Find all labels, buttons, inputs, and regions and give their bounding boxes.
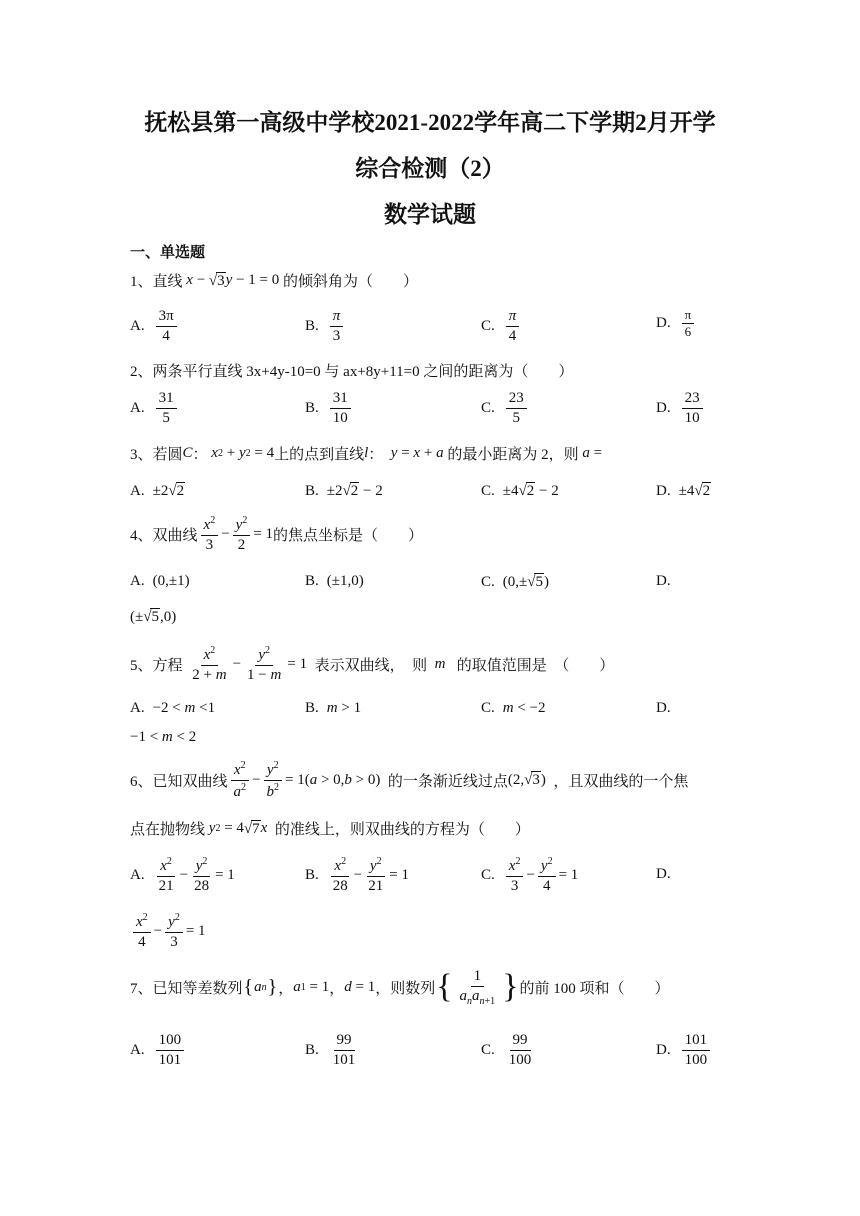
q5-option-d-label: D. [656, 700, 671, 716]
q5-option-b: B. m > 1 [305, 700, 362, 716]
q4-option-a: A. (0,±1) [130, 573, 190, 589]
q1-option-c: C. $\frac{\pi}{4}$ [481, 308, 522, 344]
question-3: 3、若圆 C ： x 2 + y 2 = 4 上的点到直线 l ： y = x + a 的最小距离为 2，则 a = [130, 445, 603, 463]
q2-option-a: A. $\frac{31}{5}$ [130, 390, 180, 426]
q6-option-b: B. $\frac{x^2}{28}$ − $\frac{y^2}{21}$ = 1 [305, 856, 409, 894]
q5-option-d: −1 < m < 2 [130, 729, 197, 745]
q5-option-c: C. m < −2 [481, 700, 546, 716]
q5-option-a: A. −2 < m <1 [130, 700, 216, 716]
q4-option-c: C. (0,± √ 5 ) [481, 573, 549, 590]
q7-option-d: D. $\frac{101}{100}$ [656, 1032, 713, 1068]
question-5: 5、方程 $\frac{x^2}{2 + m}$ − $\frac{y^2}{1 - m}$ = 1 表示双曲线， 则 m 的取值范围是 （ ） [130, 645, 615, 683]
q3-option-c: C. ±4 √ 2 − 2 [481, 482, 559, 499]
section-heading: 一、单选题 [130, 245, 206, 261]
question-2: 2、两条平行直线 3x+4y-10=0 与 ax+8y+11=0 之间的距离为（ ） [130, 364, 574, 380]
q1-option-b: B. $\frac{\pi}{3}$ [305, 308, 346, 344]
q6-option-d-label: D. [656, 866, 671, 882]
question-7: 7、已知等差数列 { a n } ， a 1 = 1 ， d = 1 ，则数列 { $\frac{1}{a_na_{n+1}}$ } 的前 100 项和（ ） [130, 968, 670, 1007]
q3-option-d: D. ±4 √ 2 [656, 482, 711, 499]
title-line-3: 数学试题 [384, 202, 476, 227]
q1-option-d: D. $\frac{\pi}{6}$ [656, 308, 697, 340]
question-4: 4、双曲线 $\frac{x^2}{3}$ − $\frac{y^2}{2}$ = 1 的焦点坐标是（ ） [130, 515, 424, 553]
q4-option-b: B. (±1,0) [305, 573, 364, 589]
q2-option-b: B. $\frac{31}{10}$ [305, 390, 354, 426]
q4-option-d-label: D. [656, 573, 671, 589]
q6-option-c: C. $\frac{x^2}{3}$ − $\frac{y^2}{4}$ = 1 [481, 856, 579, 894]
question-1: 1、 直线 x − √ 3 y − 1 = 0 的倾斜角为（ ） [130, 272, 419, 290]
title-line-1: 抚松县第一高级中学校2021-2022学年高二下学期2月开学 [144, 110, 716, 135]
q2-option-c: C. $\frac{23}{5}$ [481, 390, 530, 426]
q7-option-a: A. $\frac{100}{101}$ [130, 1032, 187, 1068]
q4-option-d: (± √ 5 ,0) [130, 608, 177, 625]
q3-option-a: A. ±2 √ 2 [130, 482, 185, 499]
q2-option-d: D. $\frac{23}{10}$ [656, 390, 706, 426]
question-6-line-2: 点在抛物线 y 2 = 4 √ 7 x 的准线上，则双曲线的方程为（ ） [130, 820, 530, 838]
q6-option-a: A. $\frac{x^2}{21}$ − $\frac{y^2}{28}$ = 1 [130, 856, 235, 894]
title-line-2: 综合检测（2） [355, 156, 505, 181]
q7-option-b: B. $\frac{99}{101}$ [305, 1032, 356, 1068]
q6-option-d: $\frac{x^2}{4}$ − $\frac{y^2}{3}$ = 1 [130, 912, 206, 950]
q3-option-b: B. ±2 √ 2 − 2 [305, 482, 383, 499]
q1-option-a: A. $\frac{3\pi}{4}$ [130, 308, 180, 344]
q7-option-c: C. $\frac{99}{100}$ [481, 1032, 532, 1068]
question-6-line-1: 6、已知双曲线 $\frac{x^2}{a^2}$ − $\frac{y^2}{b^2}$ = 1( a > 0, b > 0) 的一条渐近线过点 (2, √ 3 ) ，且双曲线的一个焦 [130, 760, 689, 800]
